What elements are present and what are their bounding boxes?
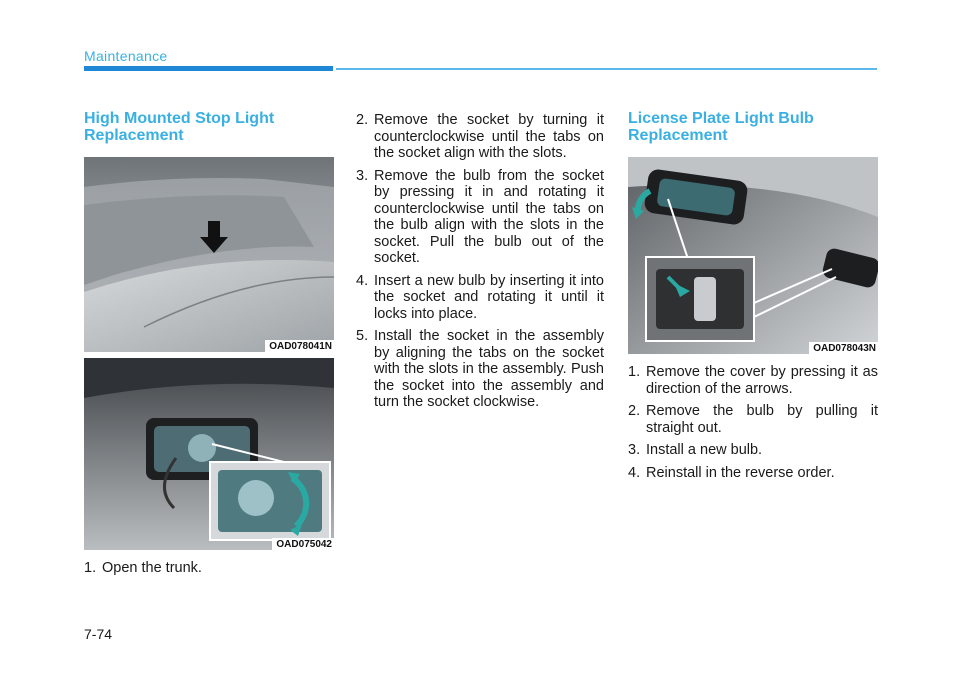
- stop-light-title-line2: Replacement: [84, 127, 184, 144]
- step-number: 2.: [628, 403, 641, 419]
- license-plate-title: [628, 110, 878, 144]
- step-text: Insert a new bulb by inserting it into the socket and rotating it until it locks into place.: [374, 272, 604, 322]
- step-number: 3.: [628, 442, 641, 458]
- step-text: Install a new bulb.: [646, 442, 763, 458]
- step-5: [356, 328, 604, 411]
- step-number: 3.: [356, 167, 369, 184]
- figure-code-3: OAD078043N: [809, 342, 878, 354]
- section-label: Maintenance: [84, 48, 168, 64]
- figure-code-1: OAD078041N: [265, 340, 334, 352]
- column-license-plate: [628, 110, 878, 487]
- lp-step-4: [628, 465, 878, 482]
- step-4: [356, 273, 604, 323]
- step-number: 1.: [628, 364, 641, 380]
- step-text: Remove the socket by turning it counterclockwise until the tabs on the socket align with the slots.: [374, 112, 604, 161]
- license-plate-light-illustration: [628, 157, 878, 354]
- stop-light-steps-col2: [356, 112, 604, 411]
- rear-window-illustration: [84, 157, 334, 352]
- figure-license-plate-light: [628, 157, 878, 354]
- lp-step-1: [628, 364, 878, 397]
- step-number: 5.: [356, 328, 369, 344]
- figure-code-2: OAD075042: [272, 538, 334, 550]
- stop-light-title-line1: High Mounted Stop Light: [84, 110, 275, 127]
- step-2: [356, 112, 604, 162]
- header-rule-dark: [84, 66, 333, 71]
- figure-rear-window: [84, 157, 334, 352]
- page-number: 7-74: [84, 626, 113, 642]
- license-plate-title-line2: Replacement: [628, 127, 728, 144]
- step-text: Remove the bulb from the socket by pressing it in and rotating it counterclockwise until the tabs on the bulb align with the slots in the socket. Pull the bulb out of the socket.: [374, 167, 604, 266]
- header-rule-light: [336, 68, 877, 70]
- lp-step-2: [628, 403, 878, 436]
- step-1: [84, 560, 334, 577]
- license-plate-title-line1: License Plate Light Bulb: [628, 110, 814, 127]
- step-text: Reinstall in the reverse order.: [646, 464, 835, 481]
- step-number: 4.: [628, 464, 641, 481]
- step-text: Open the trunk.: [102, 560, 202, 576]
- stop-light-steps-col1: [84, 560, 334, 577]
- step-number: 2.: [356, 112, 369, 128]
- license-plate-steps: [628, 364, 878, 481]
- step-3: [356, 168, 604, 267]
- stop-light-socket-illustration: [84, 358, 334, 550]
- column-stop-light-steps: [356, 112, 604, 417]
- step-text: Remove the bulb by pulling it straight out.: [646, 403, 878, 436]
- step-number: 1.: [84, 560, 97, 576]
- step-text: Install the socket in the assembly by aligning the tabs on the socket with the slots in the assembly. Push the socket into the assembly and turn the socket clockwise.: [374, 328, 604, 410]
- step-text: Remove the cover by pressing it as direction of the arrows.: [646, 364, 878, 397]
- lp-step-3: [628, 442, 878, 459]
- stop-light-title: [84, 110, 334, 144]
- step-number: 4.: [356, 272, 369, 289]
- column-stop-light: [84, 110, 334, 583]
- figure-stop-light-socket: [84, 358, 334, 550]
